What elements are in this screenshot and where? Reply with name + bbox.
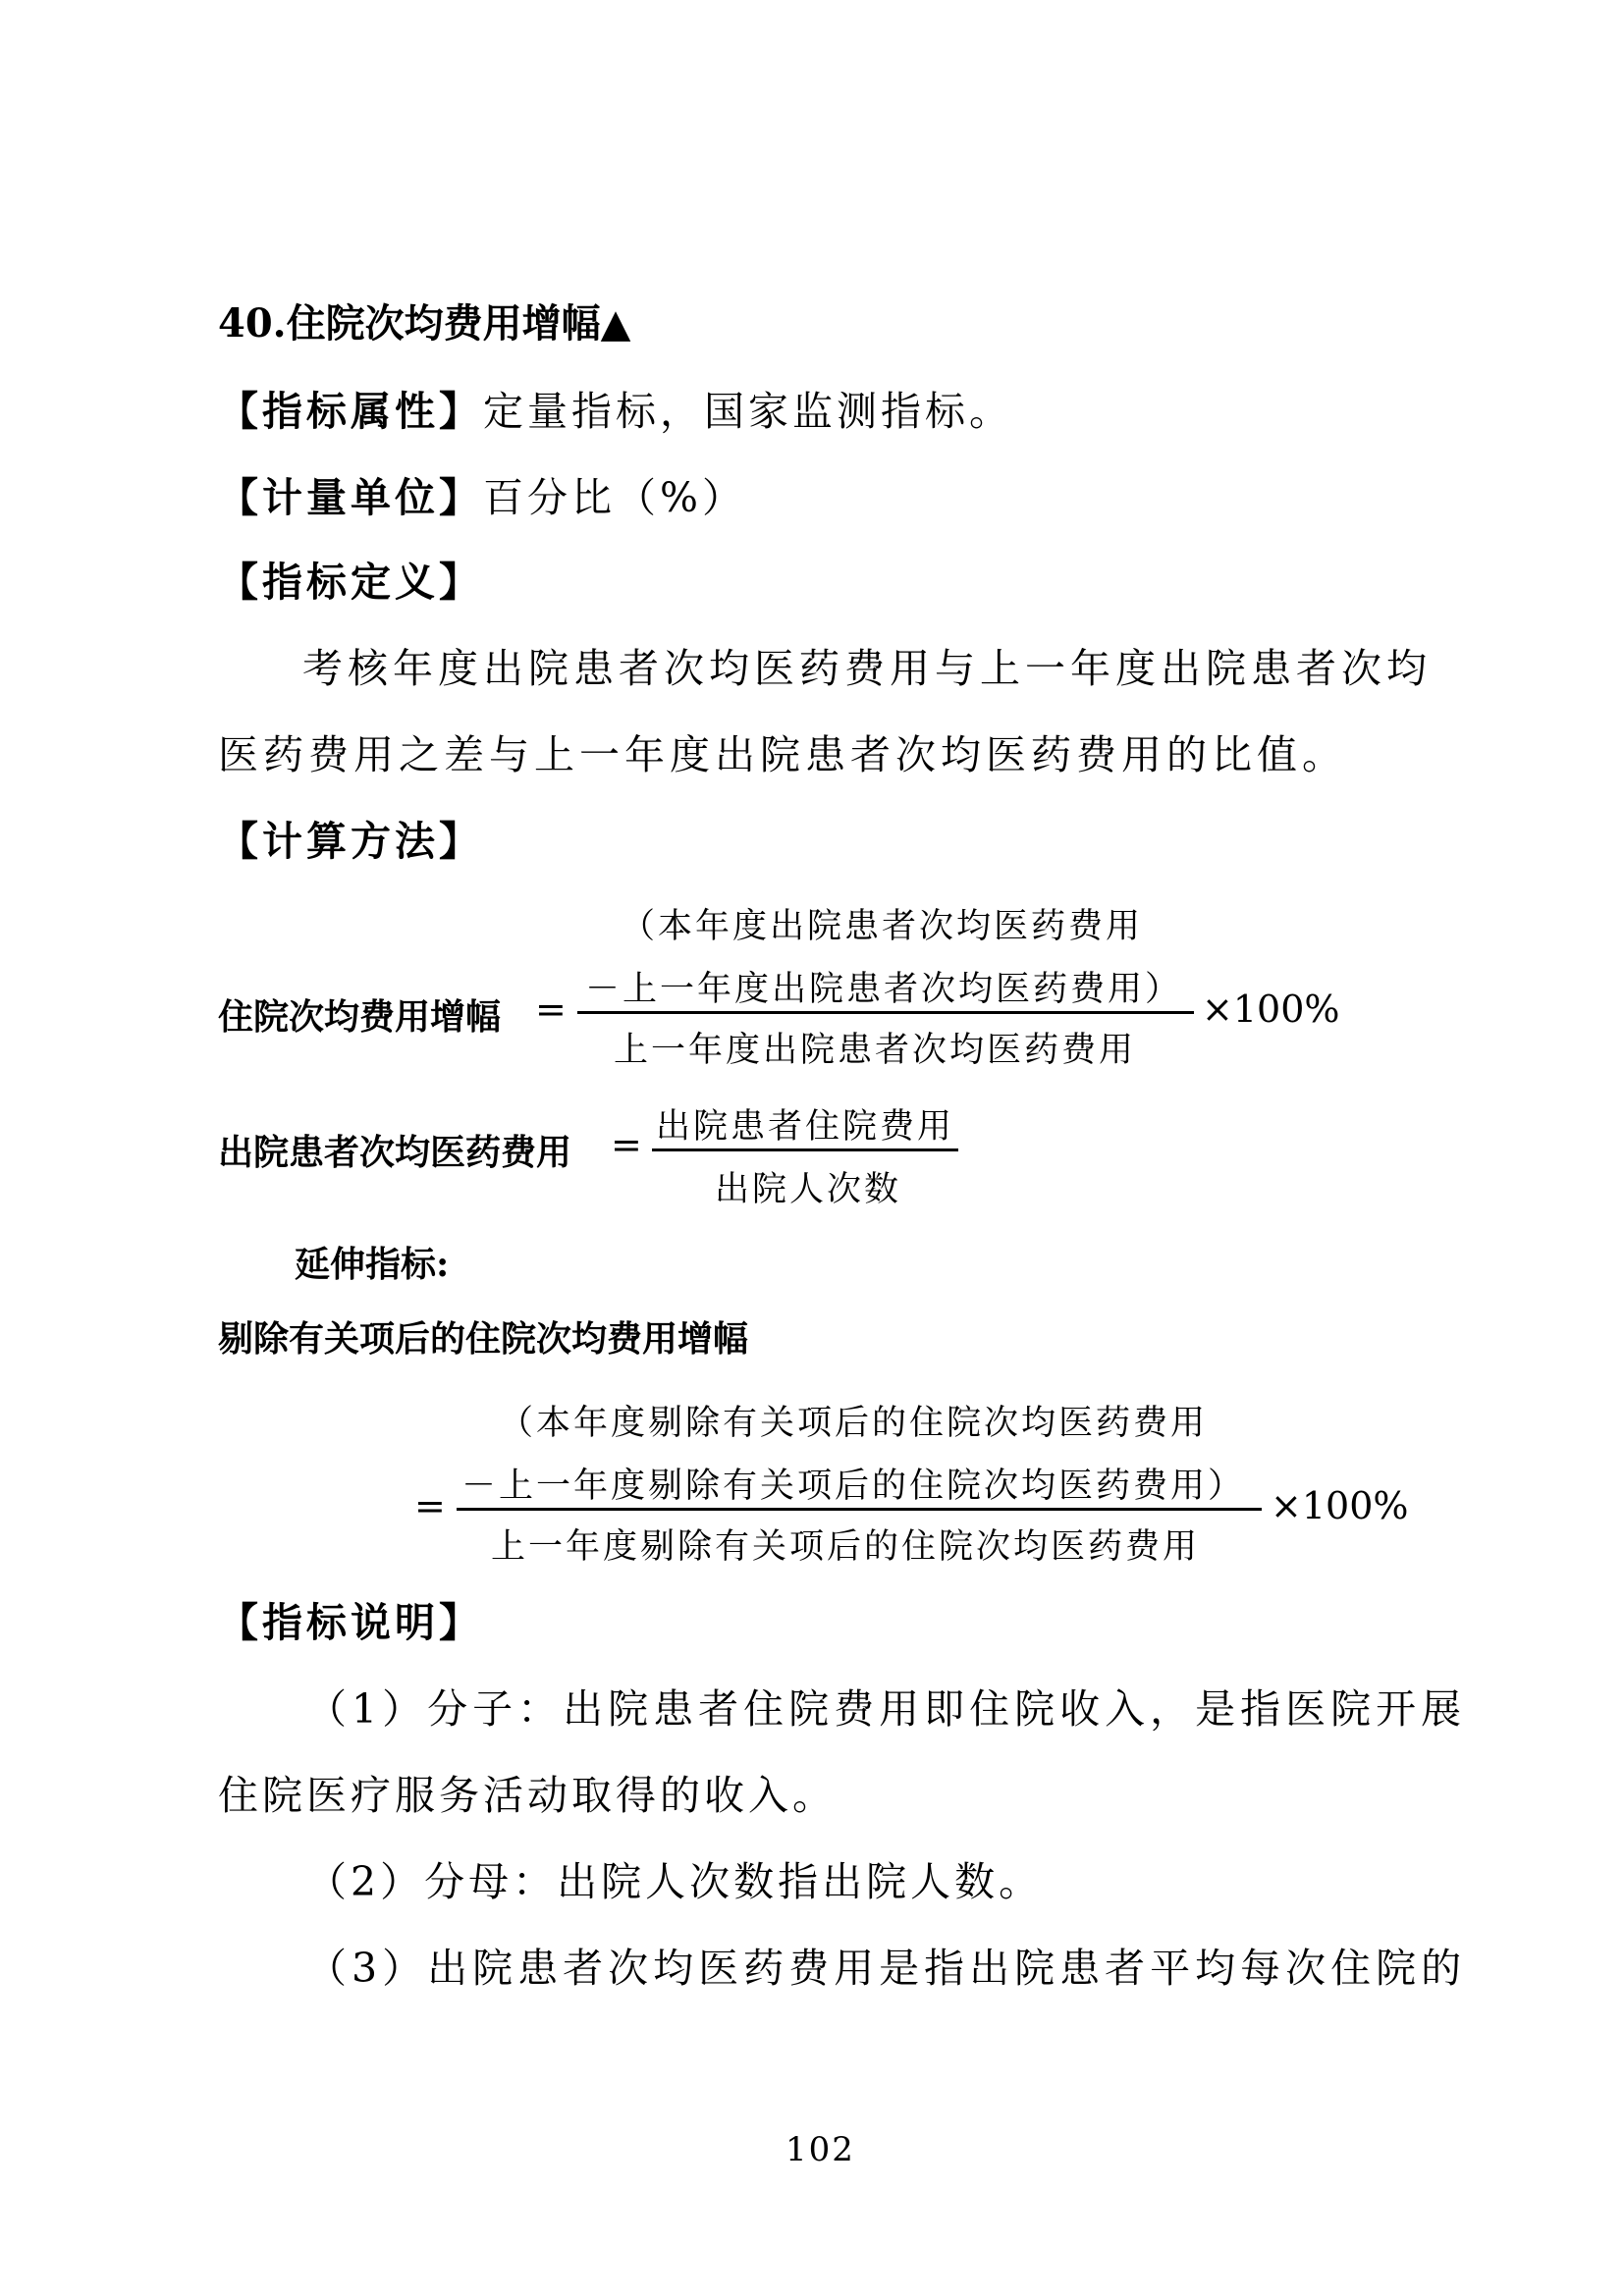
- formula-1-fraction-bar: [577, 1011, 1194, 1014]
- note-1-line-1: （1）分子：出院患者住院费用即住院收入，是指医院开展: [306, 1685, 1467, 1733]
- note-1-line-2: 住院医疗服务活动取得的收入。: [218, 1772, 837, 1819]
- formula-3-equals: =: [414, 1484, 446, 1527]
- formula-1-denominator: 上一年度出院患者次均医药费用: [614, 1031, 1137, 1070]
- formula-3-times-100: ×100%: [1271, 1484, 1409, 1527]
- formula-1-numerator-line-1: （本年度出院患者次均医药费用: [621, 907, 1144, 946]
- attr-value: 定量指标，国家监测指标。: [483, 388, 1013, 435]
- formula-3-fraction-bar: [457, 1508, 1262, 1511]
- extension-label: 延伸指标:: [295, 1244, 450, 1285]
- unit-row: [218, 465, 746, 523]
- note-2: （2）分母：出院人次数指出院人数。: [306, 1858, 1044, 1905]
- formula-2-equals: =: [611, 1123, 642, 1166]
- definition-label: 【指标定义】: [218, 559, 483, 606]
- definition-line-1: 考核年度出院患者次均医药费用与上一年度出院患者次均: [302, 645, 1432, 692]
- formula-2-denominator: 出院人次数: [715, 1170, 902, 1209]
- unit-label: 【计量单位】: [218, 474, 483, 521]
- page-number: 102: [785, 2130, 855, 2169]
- formula-3-denominator: 上一年度剔除有关项后的住院次均医药费用: [491, 1527, 1201, 1567]
- note-3-line-1: （3）出院患者次均医药费用是指出院患者平均每次住院的: [306, 1945, 1467, 1992]
- formula-2-numerator: 出院患者住院费用: [656, 1107, 955, 1147]
- attr-label: 【指标属性】: [218, 388, 483, 435]
- notes-label: 【指标说明】: [218, 1599, 483, 1646]
- formula-3-numerator-line-2: －上一年度剔除有关项后的住院次均医药费用）: [461, 1467, 1246, 1506]
- formula-1-times-100: ×100%: [1202, 988, 1340, 1031]
- formula-2-lhs: 出院患者次均医药费用: [218, 1132, 572, 1173]
- unit-value: 百分比（%）: [483, 474, 746, 521]
- extension-title: 剔除有关项后的住院次均费用增幅: [218, 1318, 749, 1360]
- attr-row: [218, 379, 1013, 437]
- formula-1-lhs: 住院次均费用增幅: [218, 996, 502, 1038]
- definition-line-2: 医药费用之差与上一年度出院患者次均医药费用的比值。: [218, 731, 1347, 778]
- formula-1-numerator-line-2: －上一年度出院患者次均医药费用）: [585, 970, 1183, 1009]
- section-title: 40.住院次均费用增幅▲: [218, 300, 631, 347]
- formula-3-numerator-line-1: （本年度剔除有关项后的住院次均医药费用: [499, 1404, 1209, 1443]
- formula-1-equals: =: [535, 988, 567, 1031]
- method-label: 【计算方法】: [218, 818, 483, 865]
- formula-2-fraction-bar: [652, 1148, 958, 1151]
